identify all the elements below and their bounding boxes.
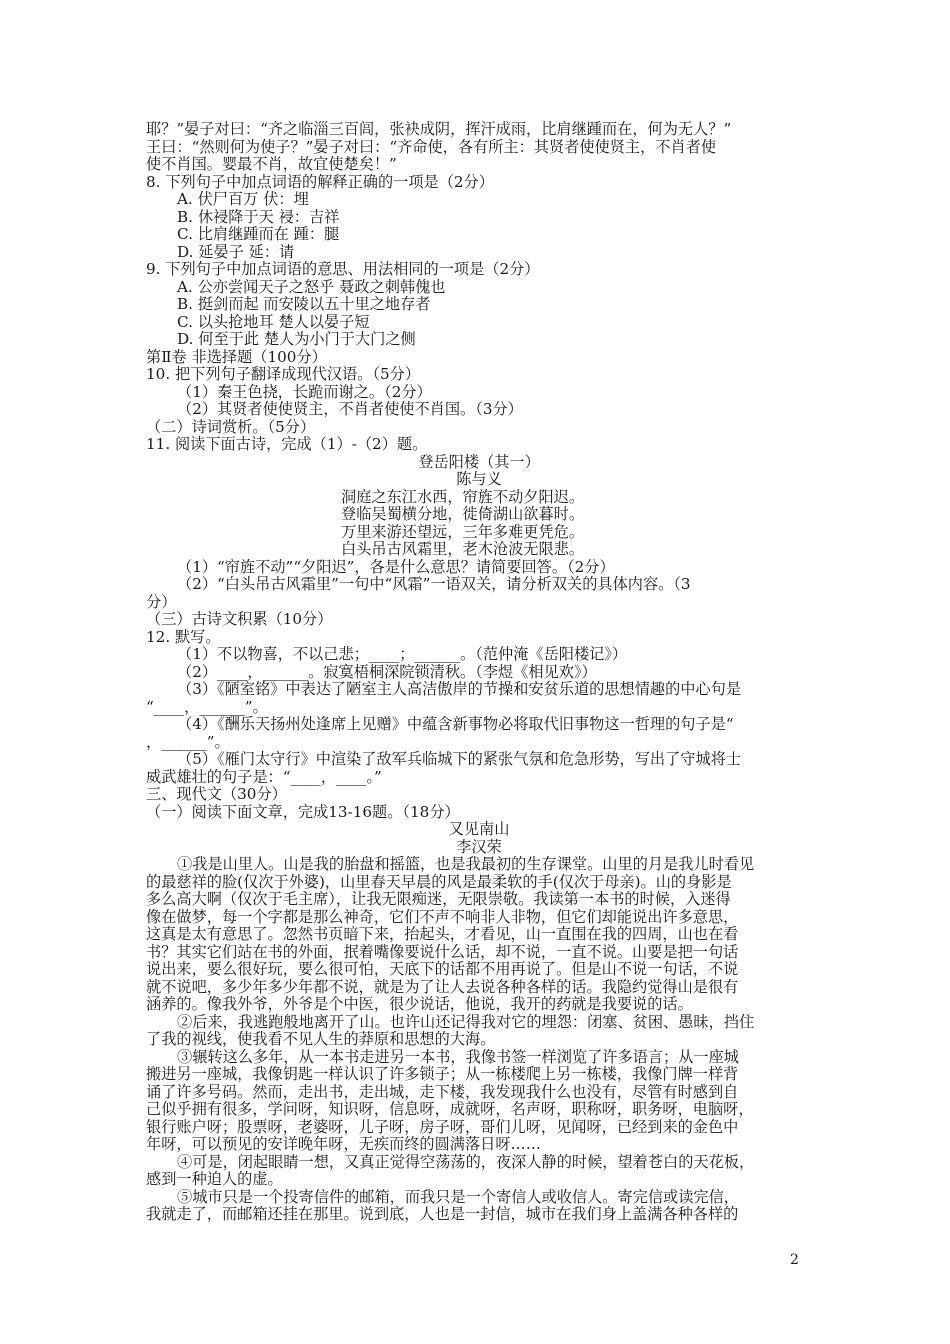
text-line: 诵了许多号码。然而，走出书，走出城，走下楼，我发现我什么也没有，尽管有时感到自 (146, 1082, 739, 1101)
text-line: （2）“白头吊古风霜里”一句中“风霜”一语双关，请分析双关的具体内容。（3 (177, 575, 691, 593)
text-line: A. 公亦尝闻天子之怒乎 聂政之刺韩傀也 (177, 277, 446, 296)
text-line: （5）《雁门太守行》中渲染了敌军兵临城下的紧张气氛和危急形势，写出了守城将士 (177, 750, 742, 768)
text-line: 年呀，可以预见的安详晚年呀，无疾而终的圆满落日呀…… (146, 1135, 541, 1153)
text-line: 9. 下列句子中加点词语的意思、用法相同的一项是（2分） (146, 260, 540, 278)
text-line: 李汉荣 (456, 837, 502, 856)
text-line: 王曰：“然则何为使子？”晏子对曰：“齐命使，各有所主：其贤者使使贤主，不肖者使 (146, 137, 717, 156)
text-line: （1）不以物喜，不以己悲；____；______。（范仲淹《岳阳楼记》） (177, 645, 628, 663)
text-line: ⑤城市只是一个投寄信件的邮箱，而我只是一个寄信人或收信人。寄完信或读完信， (177, 1187, 739, 1206)
text-line: 登岳阳楼（其一） (418, 452, 540, 471)
text-line: （4）《酬乐天扬州处逢席上见赠》中蕴含新事物必将取代旧事物这一哲理的句子是“ (177, 715, 734, 733)
text-line: ③辗转这么多年，从一本书走进另一本书，我像书签一样浏览了许多语言；从一座城 (177, 1047, 739, 1066)
text-line: 11. 阅读下面古诗，完成（1）-（2）题。 (146, 435, 428, 453)
text-line: 多么高大啊（仅次于毛主席），让我无限痴迷，无限崇敬。我读第一本书的时候，入迷得 (146, 890, 731, 908)
text-line: 分） (146, 592, 177, 611)
text-line: 洞庭之东江水西，帘旌不动夕阳迟。 (341, 487, 584, 506)
text-line: 登临吴蜀横分地，徙倚湖山欲暮时。 (341, 505, 584, 523)
text-line: ②后来，我逃跑般地离开了山。也许山还记得我对它的埋怨：闭塞、贫困、愚昧，挡住 (177, 1012, 755, 1031)
text-line: （1）“帘旌不动”“夕阳迟”，各是什么意思？请简要回答。（2分） (177, 557, 615, 576)
text-line: ①我是山里人。山是我的胎盘和摇篮，也是我最初的生存课堂。山里的月是我儿时看见 (177, 855, 755, 873)
text-line: 就不说吧，多少年多少年都不说，就是为了让人去说各种各样的话。我隐约觉得山是很有 (146, 977, 739, 996)
text-line: 耶？”晏子对曰：“齐之临淄三百闾，张袂成阴，挥汗成雨，比肩继踵而在，何为无人？” (146, 120, 732, 138)
text-line: 了我的视线，使我看不见人生的莽原和思想的大海。 (146, 1030, 496, 1048)
text-line: （2）____，______。寂寞梧桐深院锁清秋。（李煜《相见欢》） (177, 662, 597, 681)
text-line: 10. 把下列句子翻译成现代汉语。（5分） (146, 365, 421, 383)
text-line: B. 休祲降于天 祲：吉祥 (177, 207, 340, 226)
text-line: 己似乎拥有很多，学问呀，知识呀，信息呀，成就呀，名声呀，职称呀，职务呀，电脑呀， (146, 1100, 754, 1118)
text-line: 白头吊古风霜里，老木沧波无限悲。 (341, 540, 584, 558)
page-text (146, 121, 812, 1224)
text-line: D. 延晏子 延：请 (177, 242, 295, 261)
text-line: （2）其贤者使使贤主，不肖者使使不肖国。（3分） (177, 400, 523, 418)
text-line: 第Ⅱ卷 非选择题（100分） (146, 347, 327, 366)
text-line: （3）《陋室铭》中表达了陋室主人高洁傲岸的节操和安贫乐道的思想情趣的中心句是 (177, 680, 742, 698)
text-line: 的最慈祥的脸(仅次于外婆)，山里春天早晨的风是最柔软的手(仅次于母亲)。山的身影是 (146, 872, 732, 891)
text-line: 这真是太有意思了。忽然书页暗下来，抬起头，才看见，山一直围在我的四周，山也在看 (146, 925, 739, 943)
text-line: 像在做梦，每一个字都是那么神奇，它们不声不响非人非物，但它们却能说出许多意思， (146, 907, 739, 926)
text-line: 说出来，要么很好玩，要么很可怕，天底下的话都不用再说了。但是山不说一句话，不说 (146, 960, 739, 978)
text-line: 书？其实它们站在书的外面，抿着嘴像要说什么话，却不说，一直不说。山要是把一句话 (146, 942, 739, 961)
text-line: 陈与义 (456, 470, 502, 488)
text-line: D. 何至于此 楚人为小门于大门之侧 (177, 330, 416, 348)
text-line: C. 比肩继踵而在 踵：腿 (177, 225, 340, 243)
text-line: A. 伏尸百万 伏：埋 (177, 190, 309, 208)
text-line: （二）诗词赏析。（5分） (146, 417, 316, 436)
text-line: 万里来游还望远，三年多难更凭危。 (341, 522, 584, 541)
text-line: 威武雄壮的句子是：“____，____。” (146, 767, 382, 786)
text-line: 感到一种迫人的虚。 (146, 1170, 283, 1188)
text-line: （一）阅读下面文章，完成13-16题。（18分） (146, 802, 460, 821)
text-line: ，______”。 (146, 732, 230, 751)
text-line: C. 以头抢地耳 楚人以晏子短 (177, 312, 370, 331)
text-line: 又见南山 (448, 820, 510, 838)
text-line: 银行账户呀；股票呀，老婆呀，儿子呀，房子呀，哥们儿呀，见闻呀，已经到来的金色中 (146, 1117, 739, 1136)
text-line: 8. 下列句子中加点词语的解释正确的一项是（2分） (146, 172, 494, 191)
text-line: 三、现代文（30分） (146, 785, 287, 803)
text-line: B. 挺剑而起 而安陵以五十里之地存者 (177, 295, 431, 313)
text-line: “____，______”。 (146, 697, 268, 716)
text-line: 12. 默写。 (146, 627, 221, 646)
text-line: 搬进另一座城，我像钥匙一样认识了许多锁子；从一栋楼爬上另一栋楼，我像门牌一样背 (146, 1065, 739, 1083)
text-line: 使不肖国。婴最不肖，故宜使楚矣！” (146, 155, 397, 173)
text-line: 涵养的。像我外爷，外爷是个中医，很少说话，他说，我开的药就是我要说的话。 (146, 995, 693, 1013)
text-line: 我就走了，而邮箱还挂在那里。说到底，人也是一封信，城市在我们身上盖满各种各样的 (146, 1205, 739, 1223)
text-line: ④可是，闭起眼睛一想，又真正觉得空荡荡的，夜深人静的时候，望着苍白的天花板， (177, 1152, 755, 1171)
text-line: （1）秦王色挠，长跪而谢之。（2分） (177, 382, 432, 401)
page-number: 2 (790, 1252, 799, 1268)
text-line: （三）古诗文积累（10分） (146, 610, 333, 628)
